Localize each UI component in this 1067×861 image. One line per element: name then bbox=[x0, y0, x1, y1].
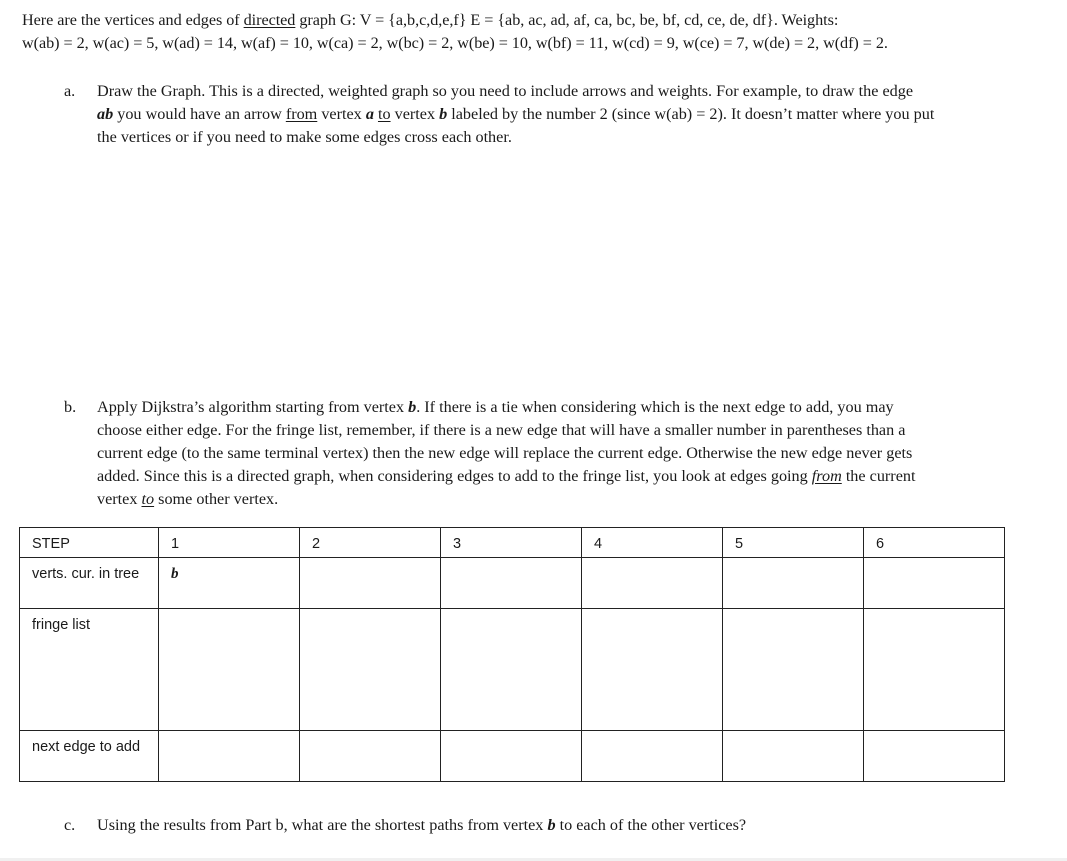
part-a-text bbox=[97, 80, 1064, 149]
row-label-next: next edge to add bbox=[20, 730, 159, 781]
next-edge-cell[interactable] bbox=[723, 730, 864, 781]
fringe-cell[interactable] bbox=[441, 608, 582, 730]
part-a-line-2 bbox=[97, 103, 1064, 126]
text: some other vertex. bbox=[154, 490, 279, 508]
fringe-cell[interactable] bbox=[864, 608, 1005, 730]
directed-underlined: directed bbox=[243, 11, 296, 29]
intro-line-2: w(ab) = 2, w(ac) = 5, w(ad) = 14, w(af) = 10, w(ca) = 2, w(bc) = 2, w(be) = 10, w(bf) = 11, w(cd) = 9, w(ce) = 7, w(de) = 2, w(df) = 2. bbox=[22, 34, 888, 52]
vertex-b: b bbox=[547, 816, 556, 834]
text: vertex bbox=[97, 490, 142, 508]
intro-text: Here are the vertices and edges of bbox=[22, 11, 244, 29]
fringe-cell[interactable] bbox=[723, 608, 864, 730]
part-a-line-1: Draw the Graph. This is a directed, weighted graph so you need to include arrows and weights. For example, to draw the edge bbox=[97, 82, 914, 100]
verts-cell[interactable] bbox=[723, 557, 864, 608]
part-a-line-3: the vertices or if you need to make some edges cross each other. bbox=[97, 128, 512, 146]
next-edge-cell[interactable] bbox=[159, 730, 300, 781]
table-row-fringe bbox=[20, 608, 1005, 730]
vertex-edge-sets: graph G: V = {a,b,c,d,e,f} E = {ab, ac, ad, af, ca, bc, be, bf, cd, ce, de, df}. Weights: bbox=[295, 11, 839, 29]
intro-line-1 bbox=[22, 9, 1062, 32]
next-edge-cell[interactable] bbox=[441, 730, 582, 781]
part-b-text bbox=[97, 396, 1064, 511]
step-header: 6 bbox=[864, 528, 1005, 558]
fringe-cell[interactable] bbox=[582, 608, 723, 730]
part-a-letter: a. bbox=[64, 82, 76, 100]
part-c-text bbox=[97, 814, 1064, 837]
table-row-verts bbox=[20, 557, 1005, 608]
text: labeled by the number 2 (since w(ab) = 2). It doesn’t matter where you put bbox=[447, 105, 935, 123]
next-edge-cell[interactable] bbox=[864, 730, 1005, 781]
next-edge-cell[interactable] bbox=[582, 730, 723, 781]
text: . If there is a tie when considering which is the next edge to add, you may bbox=[416, 398, 894, 416]
to-underlined-italic: to bbox=[141, 490, 155, 508]
from-underlined-italic: from bbox=[811, 467, 842, 485]
part-c-line-1 bbox=[97, 814, 1064, 837]
verts-value: b bbox=[171, 565, 179, 582]
table-row-step bbox=[20, 528, 1005, 558]
step-header: 2 bbox=[300, 528, 441, 558]
edge-ab: ab bbox=[97, 105, 114, 123]
from-underlined: from bbox=[285, 105, 318, 123]
vertex-a: a bbox=[365, 105, 374, 123]
step-header: 4 bbox=[582, 528, 723, 558]
step-header: 5 bbox=[723, 528, 864, 558]
part-b-line-3: current edge (to the same terminal vertex) then the new edge will replace the current edge. Otherwise the new edge never gets bbox=[97, 444, 913, 462]
next-edge-cell[interactable] bbox=[300, 730, 441, 781]
row-label-fringe: fringe list bbox=[20, 608, 159, 730]
fringe-cell[interactable] bbox=[300, 608, 441, 730]
table-row-next bbox=[20, 730, 1005, 781]
verts-cell[interactable] bbox=[159, 557, 300, 608]
to-underlined: to bbox=[377, 105, 391, 123]
text: vertex bbox=[317, 105, 366, 123]
part-c-letter: c. bbox=[64, 816, 76, 834]
row-label-step: STEP bbox=[20, 528, 159, 558]
part-b-line-2: choose either edge. For the fringe list, remember, if there is a new edge that will have a smaller number in parentheses than a bbox=[97, 421, 906, 439]
fringe-cell[interactable] bbox=[159, 608, 300, 730]
text: the current bbox=[841, 467, 916, 485]
text: added. Since this is a directed graph, when considering edges to add to the fringe list, you look at edges going bbox=[97, 467, 812, 485]
part-b-line-1 bbox=[97, 396, 1064, 419]
row-label-verts: verts. cur. in tree bbox=[20, 557, 159, 608]
step-header: 3 bbox=[441, 528, 582, 558]
verts-cell[interactable] bbox=[300, 557, 441, 608]
vertex-b: b bbox=[408, 398, 417, 416]
vertex-b: b bbox=[439, 105, 448, 123]
text: Apply Dijkstra’s algorithm starting from vertex bbox=[97, 398, 409, 416]
part-b-line-5 bbox=[97, 488, 1064, 511]
text: to each of the other vertices? bbox=[555, 816, 747, 834]
verts-cell[interactable] bbox=[582, 557, 723, 608]
part-b-line-4 bbox=[97, 465, 1064, 488]
text: Using the results from Part b, what are the shortest paths from vertex bbox=[97, 816, 548, 834]
text: you would have an arrow bbox=[113, 105, 286, 123]
intro-paragraph bbox=[22, 9, 1062, 55]
step-header: 1 bbox=[159, 528, 300, 558]
part-b-letter: b. bbox=[64, 398, 77, 416]
text: vertex bbox=[390, 105, 440, 123]
verts-cell[interactable] bbox=[441, 557, 582, 608]
verts-cell[interactable] bbox=[864, 557, 1005, 608]
dijkstra-table bbox=[19, 527, 1005, 782]
